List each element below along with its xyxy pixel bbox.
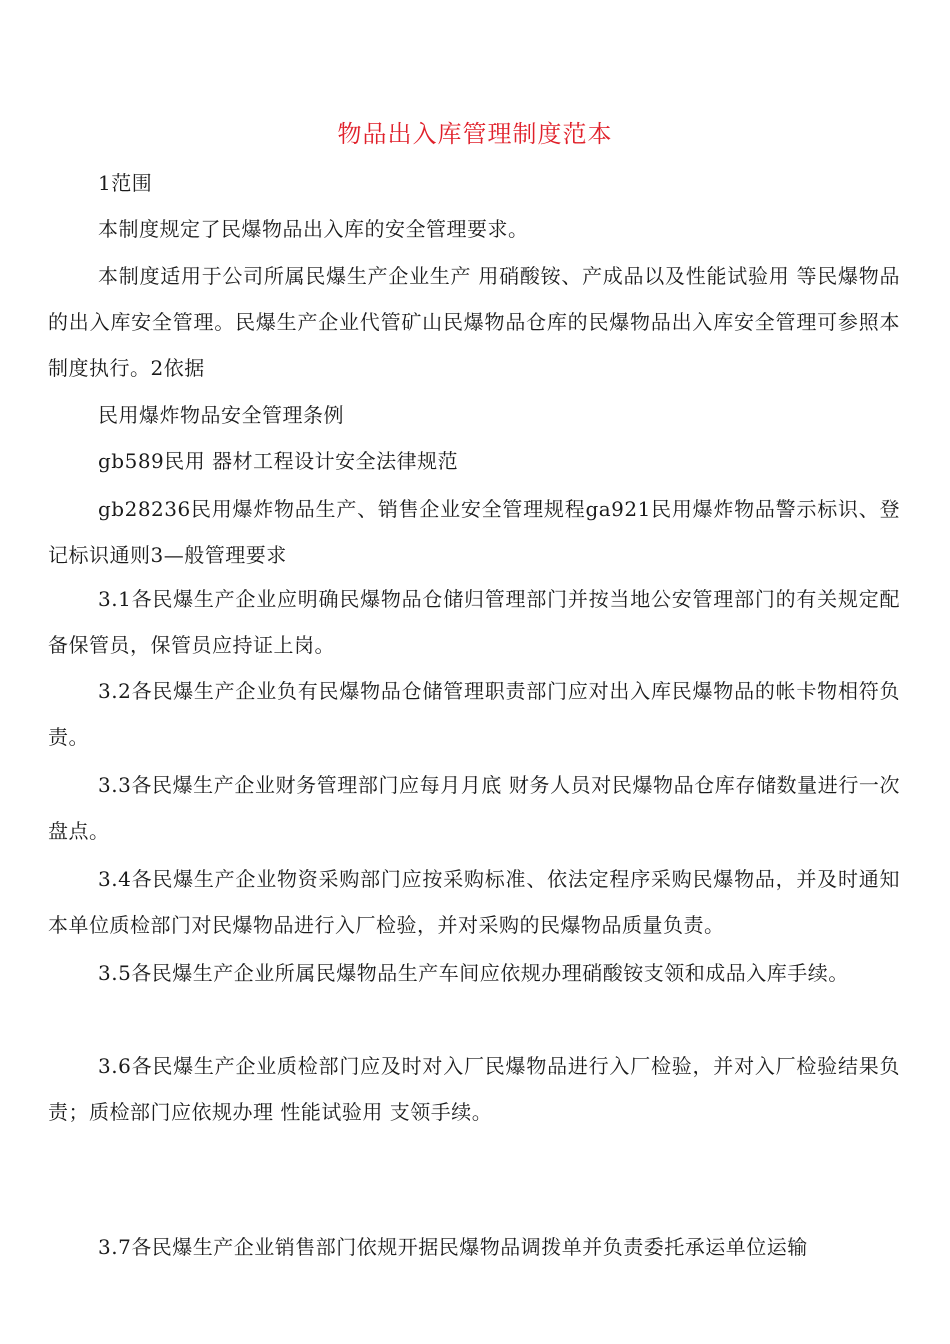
clause-3-6: 3.6各民爆生产企业质检部门应及时对入厂民爆物品进行入厂检验，并对入厂检验结果负责；质检部门应依规办理 性能试验用 支领手续。 bbox=[48, 1054, 900, 1124]
clause-3-7: 3.7各民爆生产企业销售部门依规开据民爆物品调拨单并负责委托承运单位运输 bbox=[98, 1235, 808, 1259]
clause-3-4: 3.4各民爆生产企业物资采购部门应按采购标准、依法定程序采购民爆物品，并及时通知本单位质检部门对民爆物品进行入厂检验，并对采购的民爆物品质量负责。 bbox=[48, 867, 900, 937]
basis-regulation-line: 民用爆炸物品安全管理条例 bbox=[98, 403, 344, 427]
scope-application-paragraph: 本制度适用于公司所属民爆生产企业生产 用硝酸铵、产成品以及性能试验用 等民爆物品的出入库安全管理。民爆生产企业代管矿山民爆物品仓库的民爆物品出入库安全管理可参照本制度执行。2依据 bbox=[48, 264, 900, 380]
clause-3-1: 3.1各民爆生产企业应明确民爆物品仓储归管理部门并按当地公安管理部门的有关规定配备保管员，保管员应持证上岗。 bbox=[48, 587, 900, 657]
clause-3-5: 3.5各民爆生产企业所属民爆物品生产车间应依规办理硝酸铵支领和成品入库手续。 bbox=[98, 961, 849, 985]
basis-gb589-line: gb589民用 器材工程设计安全法律规范 bbox=[98, 449, 459, 473]
scope-definition-paragraph: 本制度规定了民爆物品出入库的安全管理要求。 bbox=[98, 217, 529, 241]
clause-3-3: 3.3各民爆生产企业财务管理部门应每月月底 财务人员对民爆物品仓库存储数量进行一次盘点。 bbox=[48, 773, 900, 843]
scope-heading: 1范围 bbox=[98, 171, 153, 195]
basis-gb28236-paragraph: gb28236民用爆炸物品生产、销售企业安全管理规程ga921民用爆炸物品警示标识、登记标识通则3—般管理要求 bbox=[48, 497, 900, 567]
document-title: 物品出入库管理制度范本 bbox=[337, 120, 613, 148]
clause-3-2: 3.2各民爆生产企业负有民爆物品仓储管理职责部门应对出入库民爆物品的帐卡物相符负责。 bbox=[48, 679, 900, 749]
